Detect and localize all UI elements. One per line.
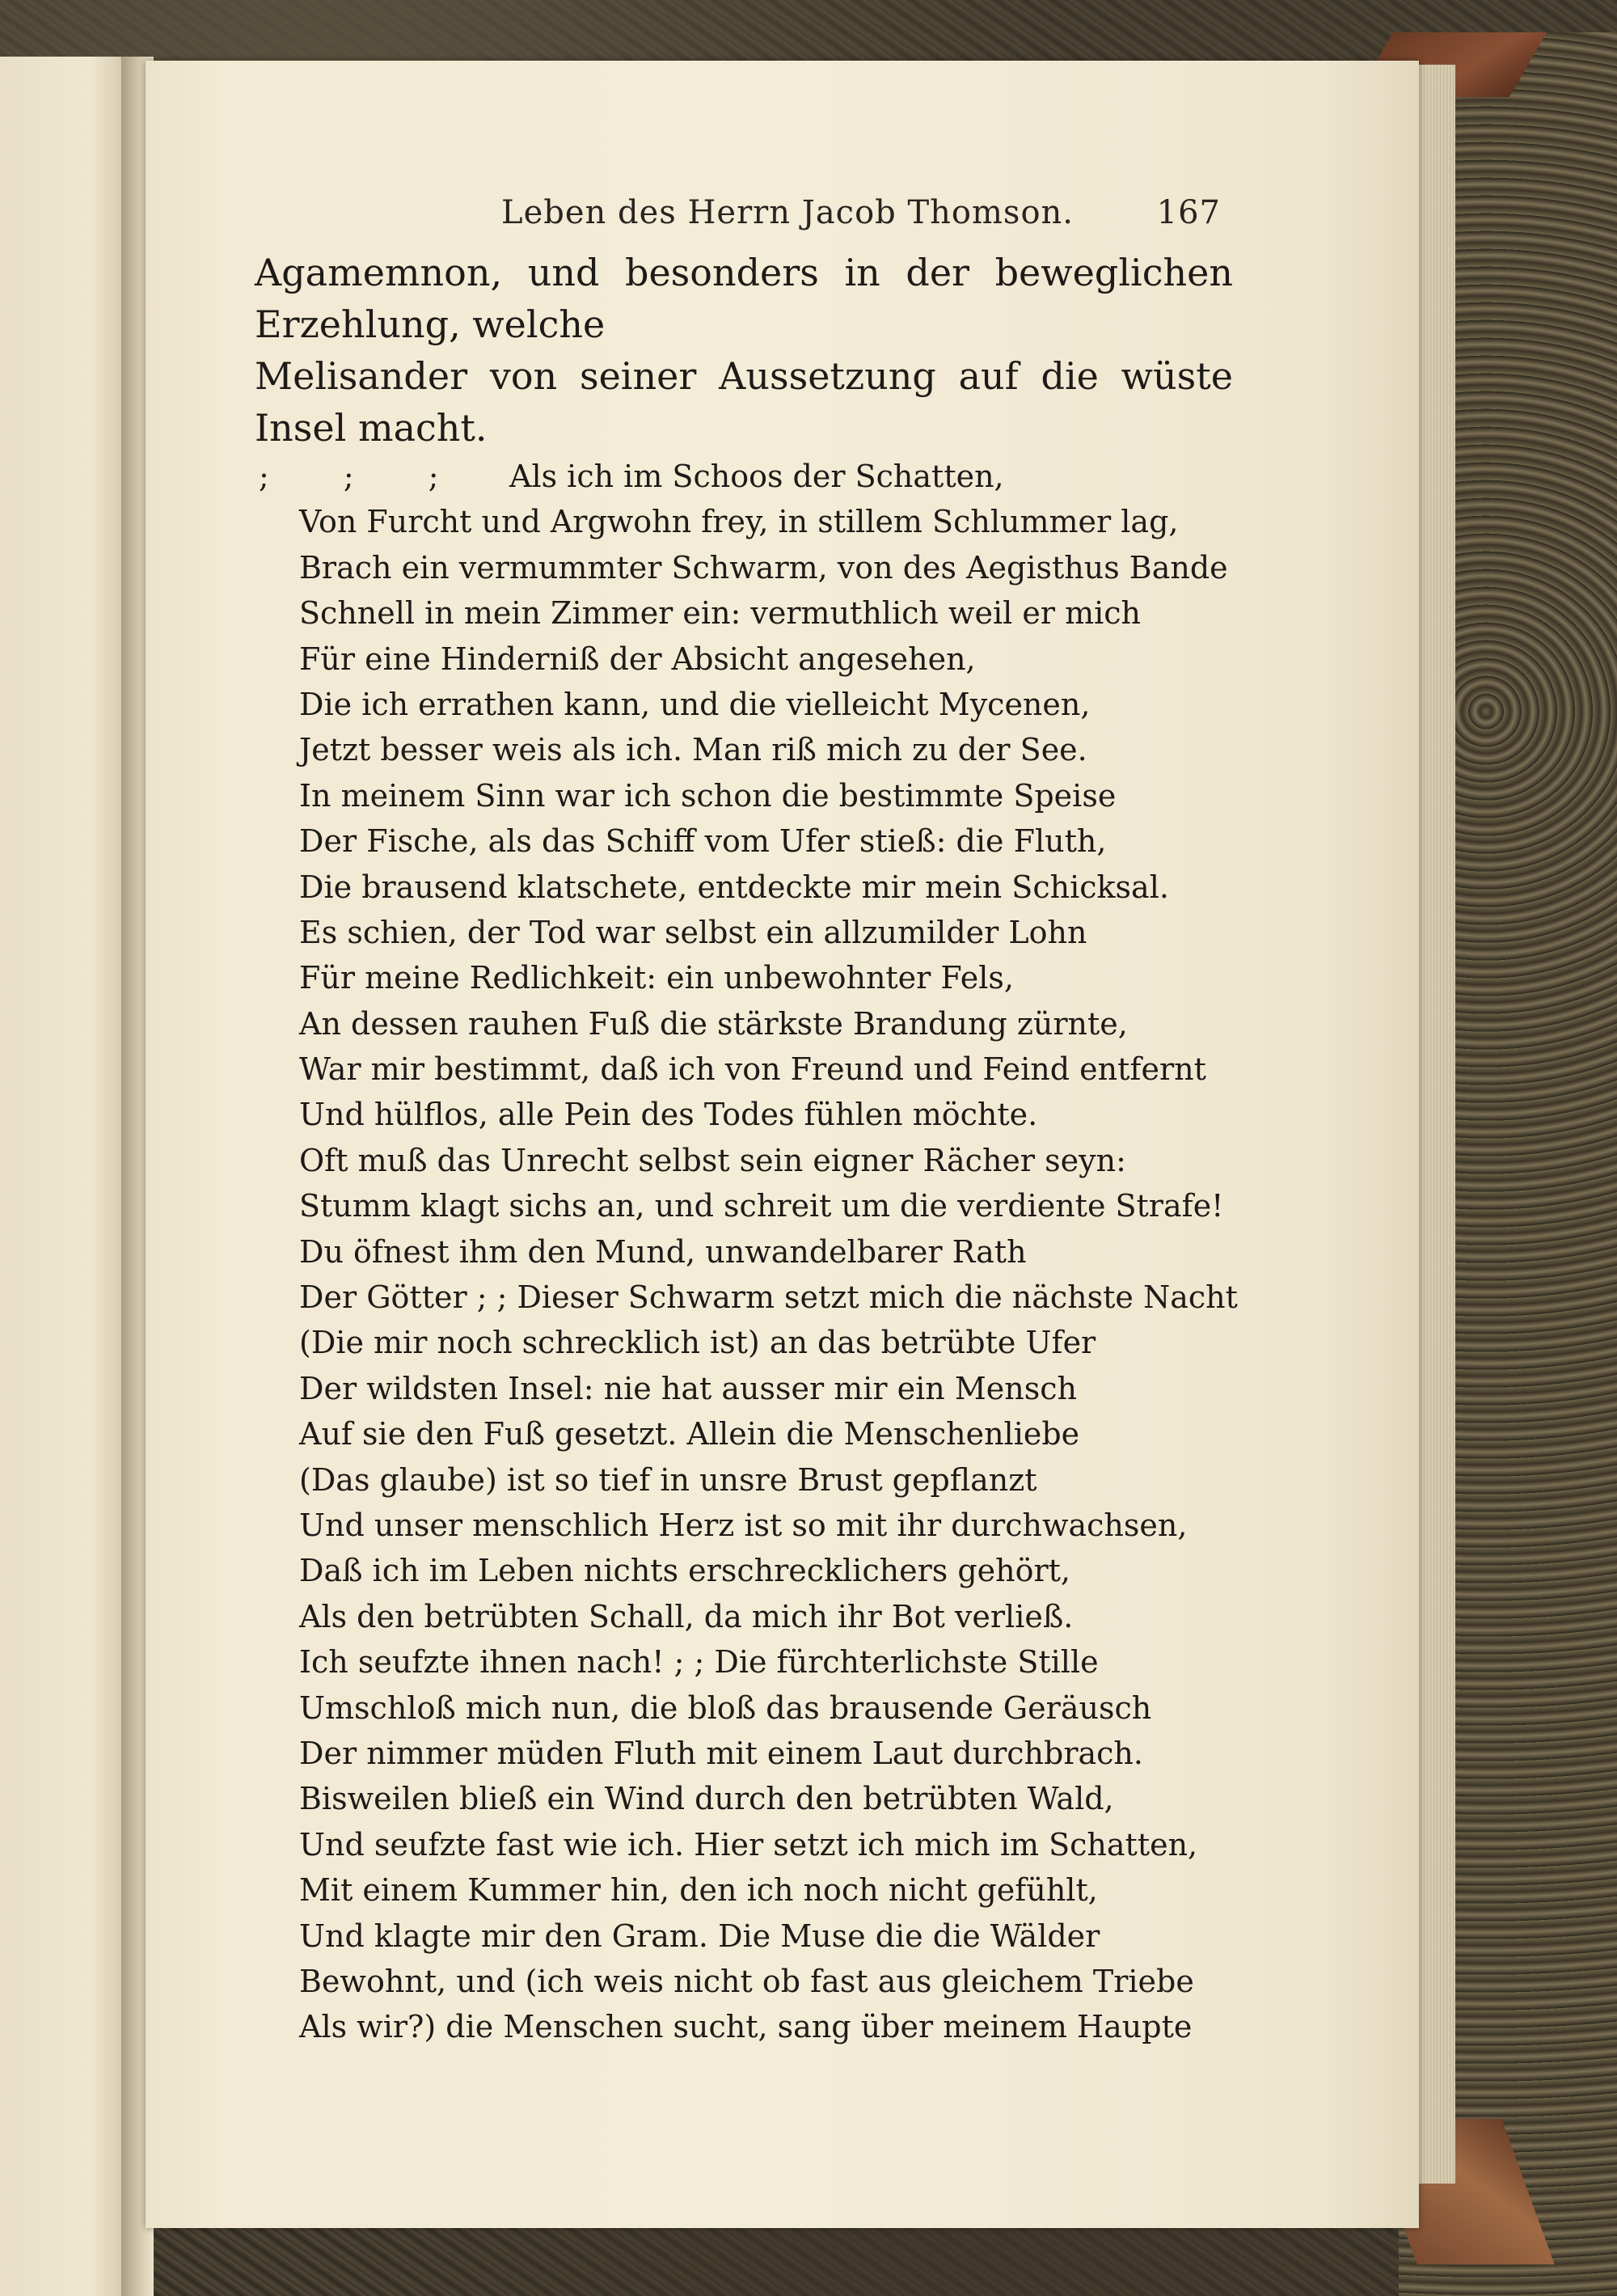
- verse-line: In meinem Sinn war ich schon die bestimmte Speise: [299, 777, 1117, 814]
- verse-line: Die ich errathen kann, und die vielleicht Mycenen,: [299, 686, 1091, 722]
- page-text: [255, 247, 1238, 2050]
- verse-line: Und seufzte fast wie ich. Hier setzt ich mich im Schatten,: [299, 1826, 1198, 1863]
- prose-line: Agamemnon, und besonders in der beweglichen Erzehlung, welche: [255, 251, 1233, 346]
- verse-line: (Das glaube) ist so tief in unsre Brust gepflanzt: [299, 1461, 1037, 1498]
- verse-line: Der wildsten Insel: nie hat ausser mir ein Mensch: [299, 1370, 1077, 1406]
- prose-paragraph: [255, 247, 1233, 454]
- verse-line: Der nimmer müden Fluth mit einem Laut durchbrach.: [299, 1735, 1143, 1771]
- verse-line: Stumm klagt sichs an, und schreit um die verdiente Strafe!: [299, 1188, 1224, 1224]
- verse-line: Die brausend klatschete, entdeckte mir mein Schicksal.: [299, 869, 1169, 905]
- verse-line: Auf sie den Fuß gesetzt. Allein die Menschenliebe: [299, 1416, 1080, 1452]
- verse-line: [255, 454, 1233, 499]
- verse-line: Als den betrübten Schall, da mich ihr Bot verließ.: [299, 1598, 1074, 1634]
- left-page-edge: [0, 57, 129, 2296]
- verse-line: War mir bestimmt, daß ich von Freund und Feind entfernt: [299, 1051, 1206, 1088]
- verse-line: Der Götter ; ; Dieser Schwarm setzt mich die nächste Nacht: [299, 1279, 1238, 1316]
- verse-line: Für meine Redlichkeit: ein unbewohnter Fels,: [299, 960, 1014, 996]
- verse-line-text: Als ich im Schoos der Schatten,: [509, 459, 1004, 494]
- prose-line: Melisander von seiner Aussetzung auf die wüste Insel macht.: [255, 354, 1233, 450]
- page-number: 167: [1156, 194, 1221, 231]
- verse-line: An dessen rauhen Fuß die stärkste Brandung zürnte,: [299, 1005, 1128, 1042]
- verse-line: Mit einem Kummer hin, den ich noch nicht gefühlt,: [299, 1872, 1098, 1909]
- verse-line: Und unser menschlich Herz ist so mit ihr durchwachsen,: [299, 1507, 1188, 1543]
- verse-line: Und klagte mir den Gram. Die Muse die die Wälder: [299, 1918, 1100, 1954]
- verse-line: Du öfnest ihm den Mund, unwandelbarer Rath: [299, 1233, 1027, 1270]
- verse-line: Als wir?) die Menschen sucht, sang über meinem Haupte: [299, 2009, 1193, 2045]
- verse-line: Und hülflos, alle Pein des Todes fühlen möchte.: [299, 1097, 1038, 1133]
- running-title: Leben des Herrn Jacob Thomson.: [501, 194, 1074, 231]
- verse-line: Es schien, der Tod war selbst ein allzumilder Lohn: [299, 914, 1087, 950]
- verse-line: Von Furcht und Argwohn frey, in stillem Schlummer lag,: [299, 504, 1179, 540]
- verse-line: Jetzt besser weis als ich. Man riß mich zu der See.: [299, 732, 1087, 768]
- ellipsis-marks: ; ; ;: [259, 459, 471, 494]
- verse-line: Ich seufzte ihnen nach! ; ; Die fürchterlichste Stille: [299, 1644, 1099, 1681]
- verse-line: (Die mir noch schrecklich ist) an das betrübte Ufer: [299, 1325, 1096, 1361]
- verse-line: Brach ein vermummter Schwarm, von des Aegisthus Bande: [299, 549, 1228, 586]
- verse-line: Daß ich im Leben nichts erschrecklichers gehört,: [299, 1553, 1071, 1589]
- verse-line: Bewohnt, und (ich weis nicht ob fast aus gleichem Triebe: [299, 1963, 1194, 1999]
- verse-line: Bisweilen bließ ein Wind durch den betrübten Wald,: [299, 1781, 1114, 1817]
- verse-line: Für eine Hinderniß der Absicht angesehen,: [299, 641, 976, 677]
- verse-line: Oft muß das Unrecht selbst sein eigner Rächer seyn:: [299, 1142, 1126, 1178]
- verse-line: Umschloß mich nun, die bloß das brausende Geräusch: [299, 1689, 1152, 1726]
- verse-line: Schnell in mein Zimmer ein: vermuthlich weil er mich: [299, 595, 1142, 632]
- verse-line: Der Fische, als das Schiff vom Ufer stieß: die Fluth,: [299, 823, 1107, 860]
- verse-passage: [255, 454, 1238, 2050]
